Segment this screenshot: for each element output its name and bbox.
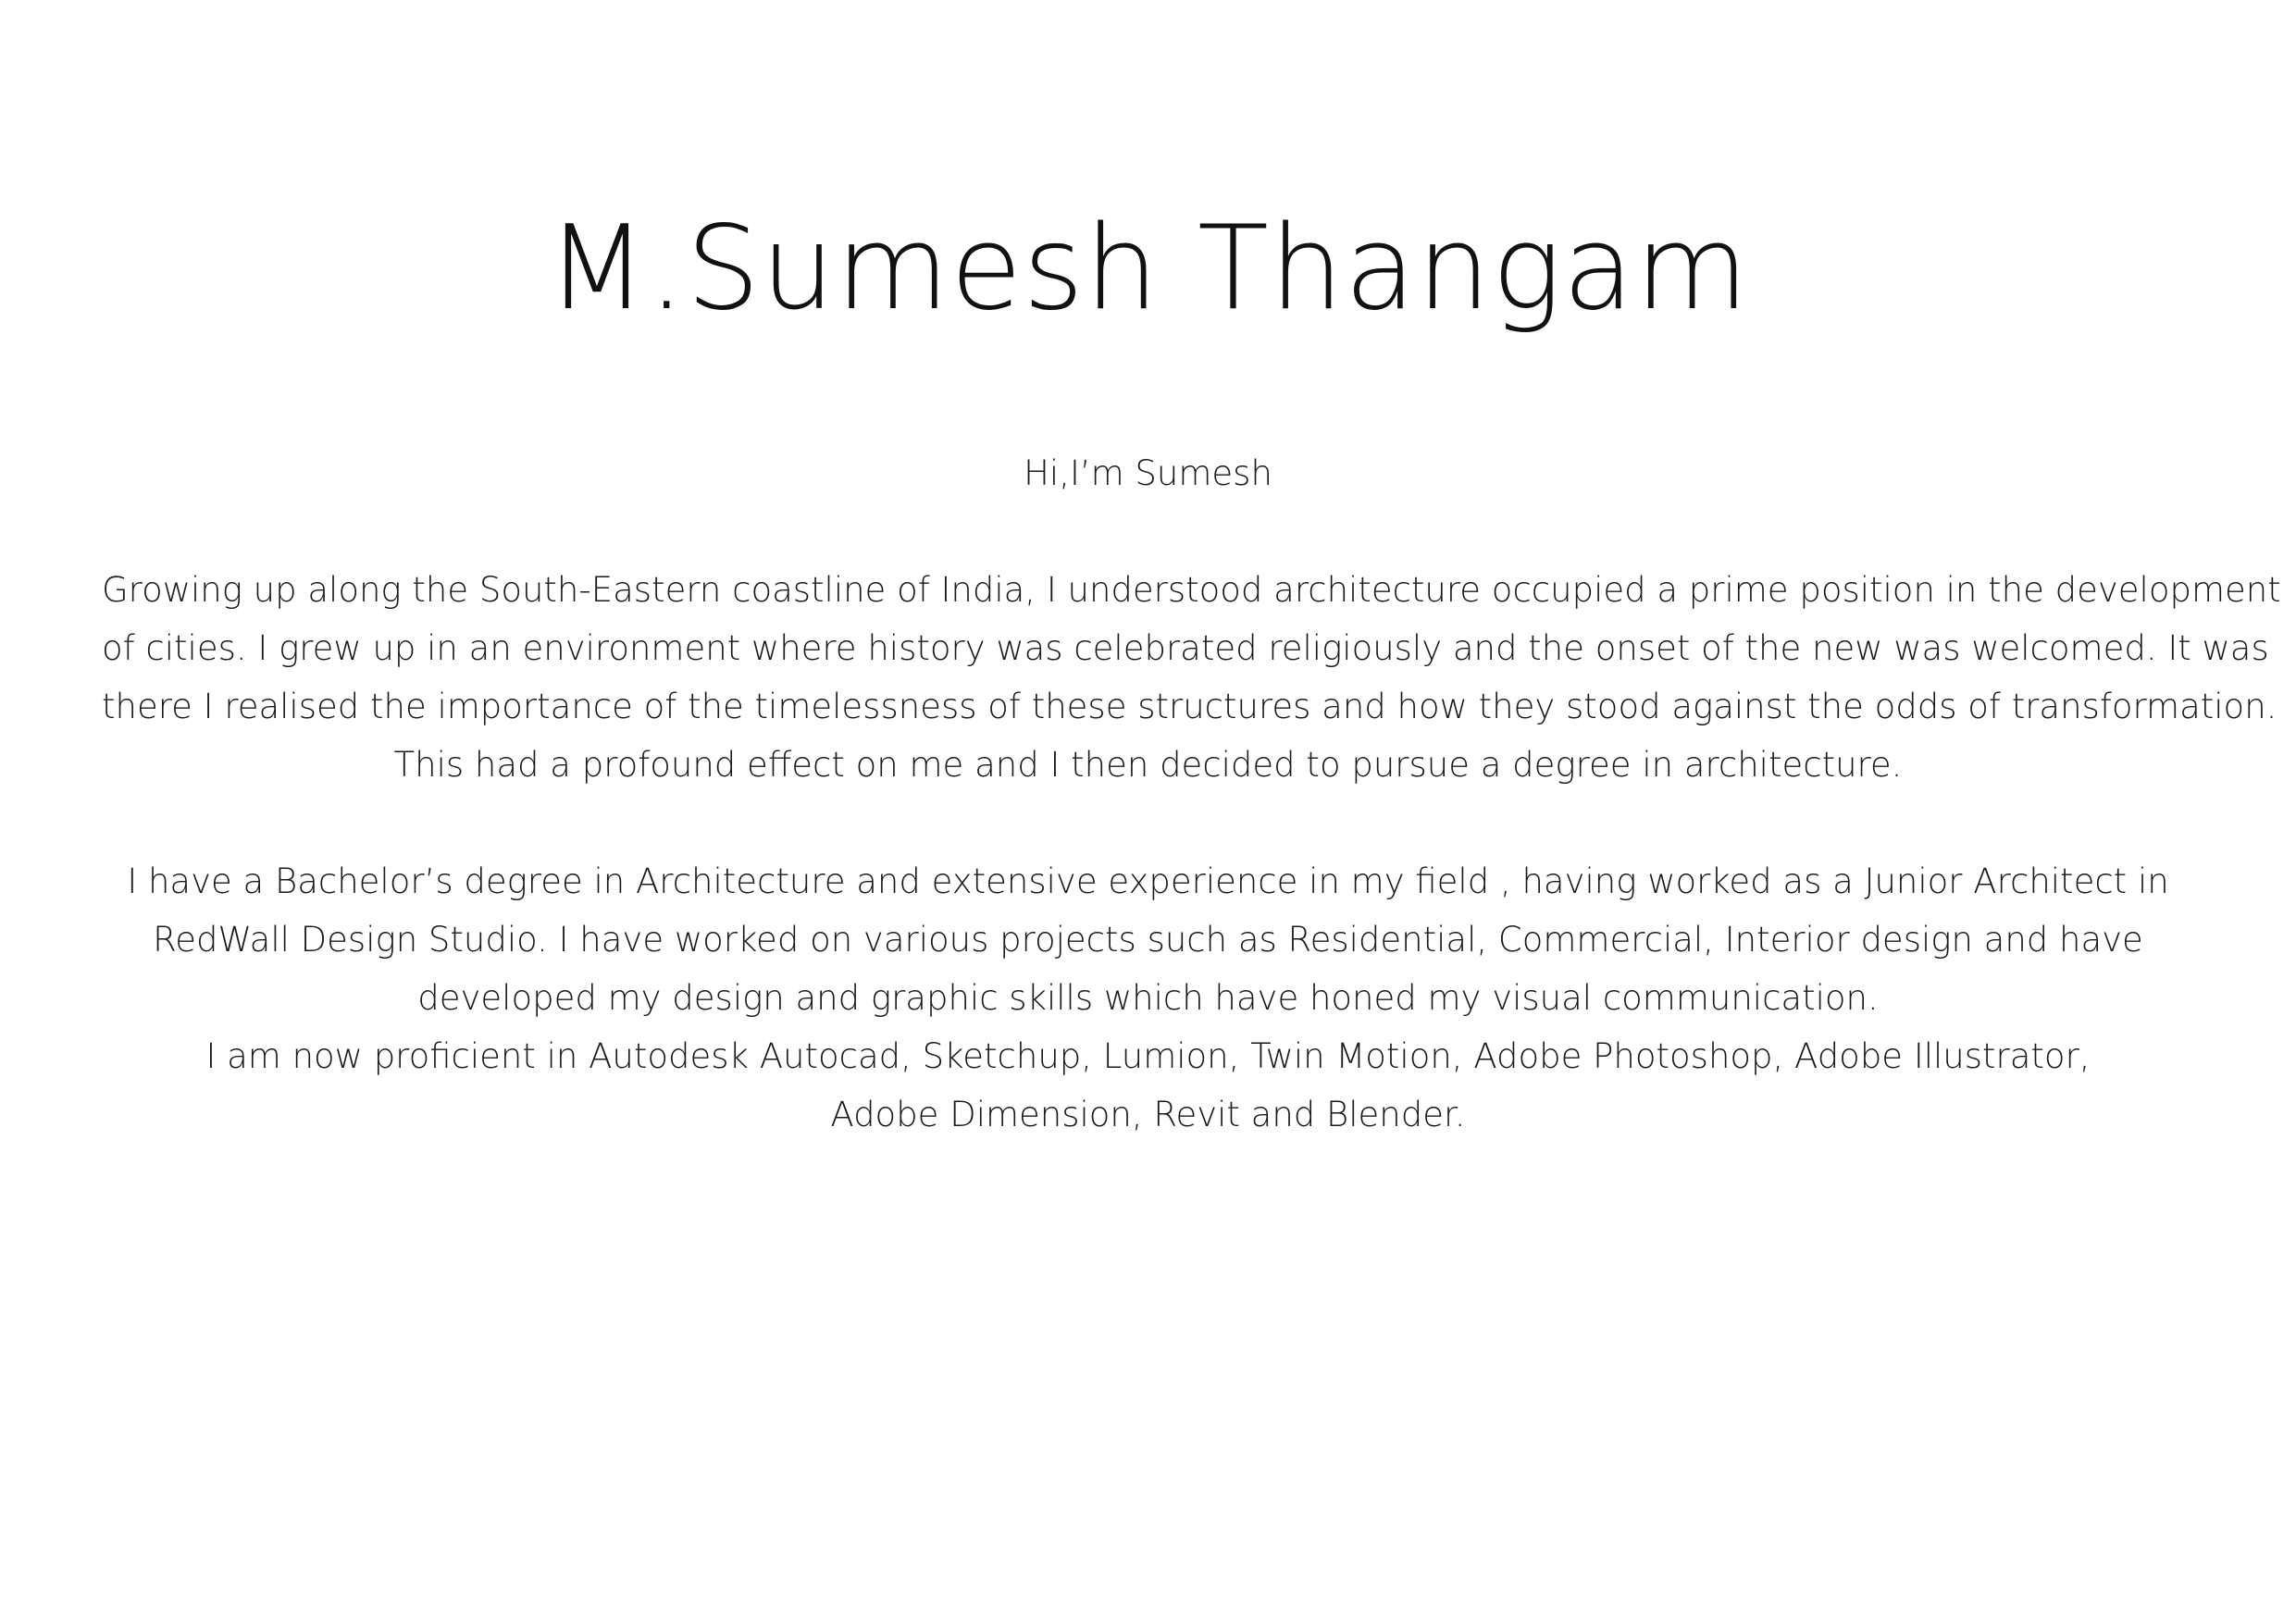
paragraph-spacer xyxy=(102,794,2194,852)
bio-paragraph-1-line: of cities. I grew up in an environment where history was celebrated religiously and the onset of the new was welcomed. It was xyxy=(102,628,2269,668)
bio-paragraph-2-line: RedWall Design Studio. I have worked on various projects such as Residential, Commercial, Interior design and have xyxy=(153,920,2143,960)
bio-paragraph-2-line: Adobe Dimension, Revit and Blender. xyxy=(830,1095,1466,1134)
greeting: Hi,I’m Sumesh xyxy=(1024,453,1272,493)
bio-text xyxy=(102,444,2281,1144)
page-title: M.Sumesh Thangam xyxy=(546,200,1750,336)
bio-paragraph-2-line: I have a Bachelor’s degree in Architecture and extensive experience in my field , having worked as a Junior Architect in xyxy=(127,861,2169,901)
bio-paragraph-2-line: developed my design and graphic skills which have honed my visual communication. xyxy=(417,978,1879,1018)
bio-paragraph-1-line: there I realised the importance of the timelessness of these structures and how they stood against the odds of transformation. xyxy=(102,687,2277,726)
bio-paragraph-2-line: I am now proficient in Autodesk Autocad, Sketchup, Lumion, Twin Motion, Adobe Photoshop, Adobe Illustrator, xyxy=(205,1036,2091,1076)
bio-paragraph-1-line: This had a profound effect on me and I then decided to pursue a degree in architecture. xyxy=(393,745,1903,785)
paragraph-spacer xyxy=(102,502,2194,561)
bio-paragraph-1-line: Growing up along the South-Eastern coastline of India, I understood architecture occupied a prime position in the development xyxy=(102,570,2281,610)
